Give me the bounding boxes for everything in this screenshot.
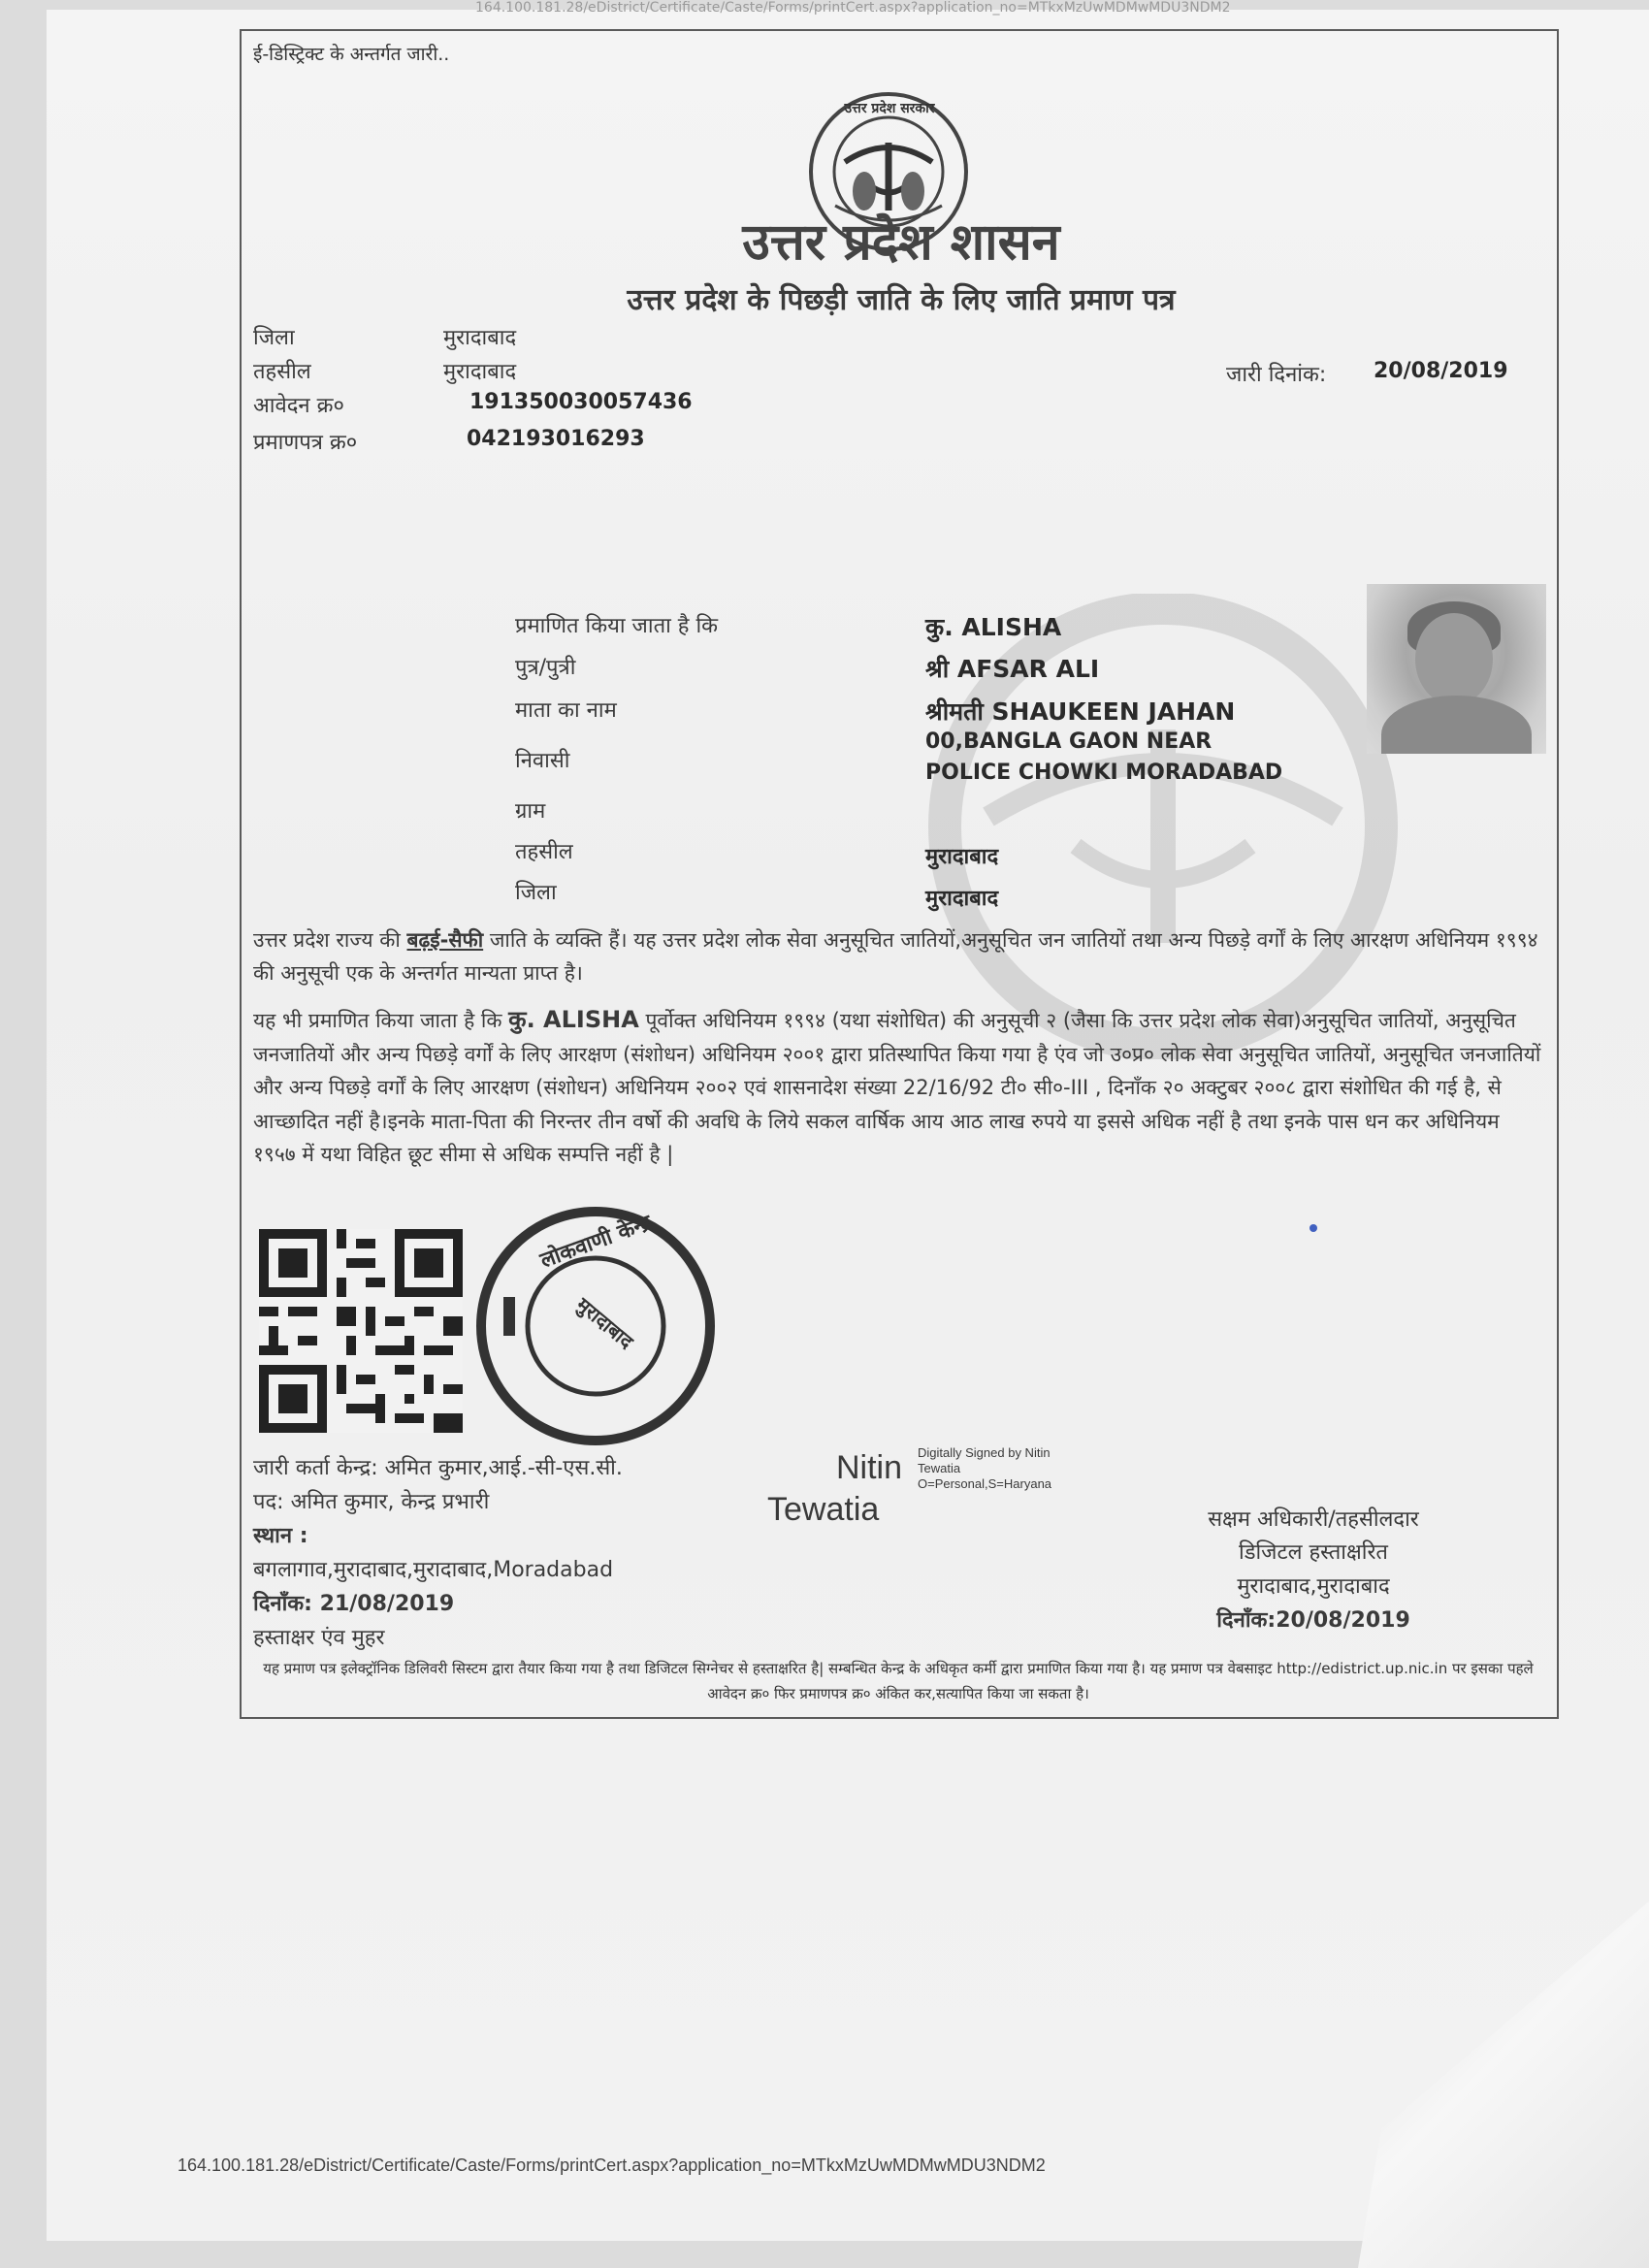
paragraph1-part-b: जाति के व्यक्ति हैं। यह उत्तर प्रदेश लोक सेवा अनुसूचित जातियों,अनुसूचित जन जातियों तथा अन्य पिछड़े वर्गों के लिए आरक्षण अधिनियम १९९४ की अनुसूची एक के अन्तर्गत मान्यता प्राप्त है। — [253, 928, 1538, 985]
applicant-photo — [1367, 584, 1546, 754]
paragraph2-name: कु. ALISHA — [508, 1006, 639, 1033]
certificate-title: उत्तर प्रदेश शासन — [742, 213, 1060, 272]
footer-note: यह प्रमाण पत्र इलेक्ट्रॉनिक डिलिवरी सिस्टम द्वारा तैयार किया गया है तथा डिजिटल सिग्नेचर से हस्ताक्षरित है| सम्बन्धित केन्द्र के अधिकृत कर्मी द्वारा प्रमाणित किया गया है। यह प्रमाण पत्र वेबसाइट http://edistrict.up.nic.in पर इसका पहले आवेदन क्र० फिर प्रमाणपत्र क्र० अंकित कर,सत्यापित किया जा सकता है। — [263, 1660, 1534, 1702]
stamp-text-mid: मुरादाबाद — [571, 1292, 638, 1354]
ink-dot — [1310, 1224, 1317, 1232]
tehsil-label: तहसील — [253, 360, 311, 384]
person-district-label: जिला — [515, 881, 557, 905]
resident-label: निवासी — [515, 749, 570, 773]
issuer-center: जारी कर्ता केन्द्र: अमित कुमार,आई.-सी-एस.सी. — [253, 1456, 623, 1480]
district-label: जिला — [253, 326, 295, 350]
application-no-label: आवेदन क्र० — [253, 394, 344, 418]
footer-url: 164.100.181.28/eDistrict/Certificate/Caste/Forms/printCert.aspx?application_no=MTkxMzUwMDMwMDU3NDM2 — [178, 2155, 1046, 2175]
stamp-text-top: लोकवाणी केन्द्र — [536, 1211, 656, 1274]
paragraph1-part-a: उत्तर प्रदेश राज्य की — [253, 928, 407, 952]
paragraph2-part-b: पूर्वोक्त अधिनियम १९९४ (यथा संशोधित) की अनुसूची २ (जैसा कि उत्तर प्रदेश लोक सेवा)अनुसूचित जातियों, अनुसूचित जनजातियों और अन्य पिछड़े वर्गों के लिए आरक्षण (संशोधन) अधिनियम २००१ द्वारा प्रतिस्थापित किया गया है एंव जो उ०प्र० लोक सेवा अनुसूचित जातियों, अनुसूचित जनजातियों और अन्य पिछड़े वर्गों के लिए आरक्षण (संशोधन) अधिनियम २००२ एवं शासनादेश संख्या 22/16/92 टी० सी०-III , दिनाँक २० अक्टुबर २००८ द्वारा संशोधित की गई है, से आच्छादित नहीं है।इनके माता-पिता की निरन्तर तीन वर्षो की अवधि के लिये सकल वार्षिक आय आठ लाख रुपये या इससे अधिक नहीं है तथा इनके पास धन कर अधिनियम १९५७ में यथा विहित छूट सीमा से अधिक सम्पत्ति नहीं है | — [253, 1009, 1541, 1166]
district-value: मुरादाबाद — [443, 326, 517, 350]
tehsil-value: मुरादाबाद — [443, 360, 517, 384]
certificate-frame — [240, 29, 1559, 1719]
issuer-date: दिनाँक: 21/08/2019 — [253, 1592, 455, 1616]
certificate-no-value: 042193016293 — [467, 427, 645, 451]
mother-label: माता का नाम — [515, 698, 617, 723]
authority-date: दिनाँक:20/08/2019 — [1216, 1608, 1410, 1633]
resident-value-line2: POLICE CHOWKI MORADABAD — [925, 761, 1283, 785]
certified-value: कु. ALISHA — [925, 613, 1062, 641]
issuer-place-label: स्थान : — [253, 1524, 308, 1548]
emblem-text: उत्तर प्रदेश सरकार — [844, 101, 935, 116]
issuer-place-value: बगलागाव,मुरादाबाद,मुरादाबाद,Moradabad — [253, 1558, 614, 1582]
qr-code — [259, 1229, 463, 1433]
certified-label: प्रमाणित किया जाता है कि — [515, 614, 719, 638]
certificate-subtitle: उत्तर प्रदेश के पिछड़ी जाति के लिए जाति प्रमाण पत्र — [627, 283, 1176, 317]
application-no-value: 191350030057436 — [469, 390, 693, 414]
digital-sign-detail-2: Tewatia — [918, 1461, 961, 1475]
digital-sign-first: Nitin — [836, 1449, 903, 1486]
issuer-post: पद: अमित कुमार, केन्द्र प्रभारी — [253, 1490, 490, 1514]
issue-date-label: जारी दिनांक: — [1226, 363, 1327, 387]
header-note: ई-डिस्ट्रिक्ट के अन्तर्गत जारी.. — [253, 44, 450, 65]
issue-date-value: 20/08/2019 — [1374, 359, 1508, 383]
digital-sign-detail-3: O=Personal,S=Haryana — [918, 1476, 1052, 1491]
person-tehsil-label: तहसील — [515, 840, 573, 864]
person-district-value: मुरादाबाद — [925, 887, 999, 911]
paragraph-income — [253, 1003, 1543, 1172]
digital-sign-details — [918, 1445, 1112, 1492]
digital-sign-detail-1: Digitally Signed by Nitin — [918, 1445, 1051, 1460]
certificate-no-label: प्रमाणपत्र क्र० — [253, 431, 358, 455]
paragraph-caste — [253, 923, 1543, 989]
mother-value: श्रीमती SHAUKEEN JAHAN — [925, 697, 1236, 726]
resident-value-line1: 00,BANGLA GAON NEAR — [925, 729, 1212, 754]
authority-line2: डिजिटल हस्ताक्षरित — [1239, 1540, 1388, 1565]
paragraph2-part-a: यह भी प्रमाणित किया जाता है कि — [253, 1009, 509, 1032]
caste-name: बढ़ई-सैफी — [406, 928, 484, 952]
header-url: 164.100.181.28/eDistrict/Certificate/Caste/Forms/printCert.aspx?application_no=MTkxMzUwMDMwMDU3NDM2 — [475, 0, 1231, 16]
child-of-value: श्री AFSAR ALI — [925, 655, 1100, 683]
issuer-sign-label: हस्ताक्षर एंव मुहर — [253, 1626, 385, 1650]
child-of-label: पुत्र/पुत्री — [515, 656, 576, 680]
authority-line1: सक्षम अधिकारी/तहसीलदार — [1208, 1507, 1419, 1532]
village-label: ग्राम — [515, 799, 546, 824]
person-tehsil-value: मुरादाबाद — [925, 845, 999, 869]
digital-sign-last: Tewatia — [767, 1491, 880, 1528]
authority-line3: मुरादाबाद,मुरादाबाद — [1237, 1574, 1390, 1599]
